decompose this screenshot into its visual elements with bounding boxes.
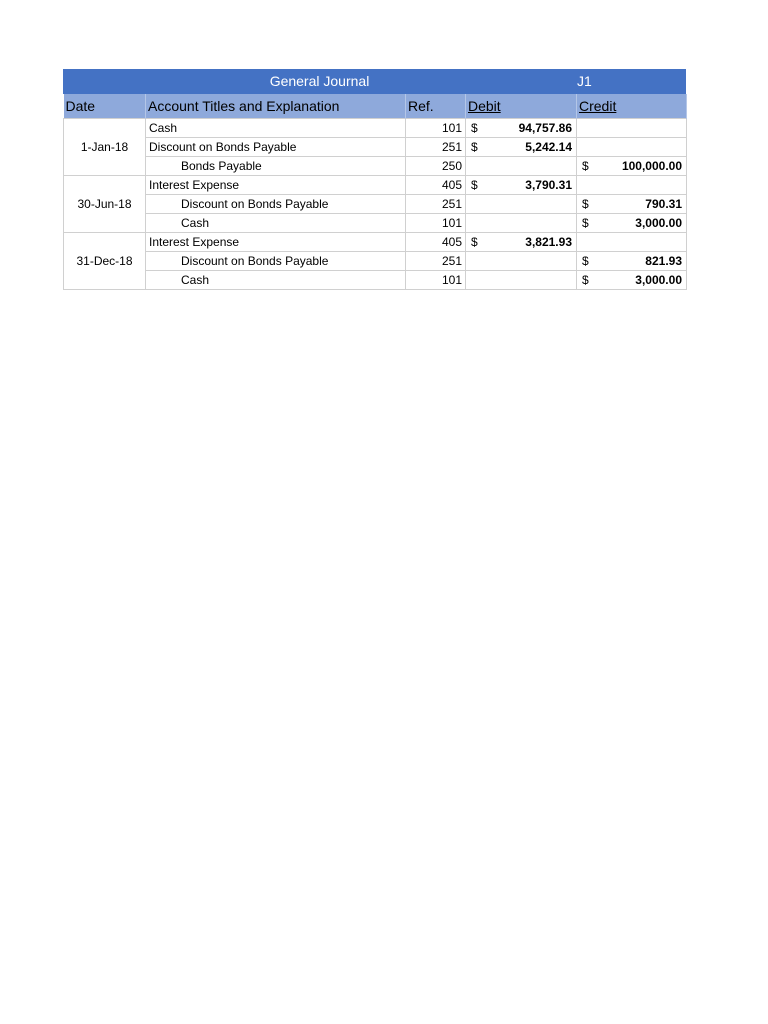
table-row xyxy=(64,157,687,176)
debit-cell xyxy=(466,157,577,176)
debit-cell xyxy=(466,233,577,252)
entry-date: 30-Jun-18 xyxy=(64,176,146,233)
post-ref: 405 xyxy=(406,233,466,252)
credit-cell xyxy=(577,271,687,290)
journal-title-bar xyxy=(63,69,686,94)
account-title: Cash xyxy=(146,214,406,233)
account-title: Discount on Bonds Payable xyxy=(146,195,406,214)
debit-amount: 5,242.14 xyxy=(525,140,572,154)
credit-amount: 100,000.00 xyxy=(621,159,682,173)
currency-symbol: $ xyxy=(582,197,589,211)
account-title: Interest Expense xyxy=(146,176,406,195)
debit-cell xyxy=(466,195,577,214)
debit-cell xyxy=(466,214,577,233)
account-title: Cash xyxy=(146,271,406,290)
debit-cell xyxy=(466,138,577,157)
entry-date: 1-Jan-18 xyxy=(64,119,146,176)
table-row xyxy=(64,271,687,290)
credit-cell xyxy=(577,233,687,252)
account-title: Discount on Bonds Payable xyxy=(146,252,406,271)
post-ref: 251 xyxy=(406,138,466,157)
currency-symbol: $ xyxy=(582,159,589,173)
general-journal xyxy=(63,69,686,290)
credit-amount: 3,000.00 xyxy=(635,273,682,287)
header-debit: Debit xyxy=(466,94,577,119)
currency-symbol: $ xyxy=(471,235,478,249)
table-row xyxy=(64,138,687,157)
post-ref: 251 xyxy=(406,252,466,271)
credit-cell xyxy=(577,119,687,138)
credit-cell xyxy=(577,176,687,195)
table-row xyxy=(64,176,687,195)
post-ref: 101 xyxy=(406,119,466,138)
table-row xyxy=(64,195,687,214)
credit-amount: 821.93 xyxy=(645,254,682,268)
debit-cell xyxy=(466,271,577,290)
header-row xyxy=(64,94,687,119)
journal-body xyxy=(64,119,687,290)
currency-symbol: $ xyxy=(471,121,478,135)
post-ref: 405 xyxy=(406,176,466,195)
account-title: Interest Expense xyxy=(146,233,406,252)
currency-symbol: $ xyxy=(582,273,589,287)
journal-table xyxy=(63,94,687,290)
credit-amount: 3,000.00 xyxy=(635,216,682,230)
entry-date: 31-Dec-18 xyxy=(64,233,146,290)
debit-amount: 3,821.93 xyxy=(525,235,572,249)
credit-cell xyxy=(577,214,687,233)
credit-cell xyxy=(577,195,687,214)
debit-cell xyxy=(466,252,577,271)
post-ref: 101 xyxy=(406,271,466,290)
currency-symbol: $ xyxy=(471,178,478,192)
debit-cell xyxy=(466,176,577,195)
account-title: Bonds Payable xyxy=(146,157,406,176)
debit-cell xyxy=(466,119,577,138)
post-ref: 251 xyxy=(406,195,466,214)
credit-amount: 790.31 xyxy=(645,197,682,211)
currency-symbol: $ xyxy=(471,140,478,154)
table-row xyxy=(64,252,687,271)
header-ref: Ref. xyxy=(406,94,466,119)
header-account: Account Titles and Explanation xyxy=(146,94,406,119)
debit-amount: 3,790.31 xyxy=(525,178,572,192)
credit-cell xyxy=(577,157,687,176)
table-row xyxy=(64,214,687,233)
credit-cell xyxy=(577,138,687,157)
header-credit: Credit xyxy=(577,94,687,119)
account-title: Cash xyxy=(146,119,406,138)
table-row xyxy=(64,119,687,138)
currency-symbol: $ xyxy=(582,216,589,230)
post-ref: 250 xyxy=(406,157,466,176)
journal-page-ref: J1 xyxy=(577,73,592,89)
header-date: Date xyxy=(64,94,146,119)
credit-cell xyxy=(577,252,687,271)
debit-amount: 94,757.86 xyxy=(518,121,572,135)
table-row xyxy=(64,233,687,252)
post-ref: 101 xyxy=(406,214,466,233)
account-title: Discount on Bonds Payable xyxy=(146,138,406,157)
journal-title: General Journal xyxy=(269,73,370,89)
currency-symbol: $ xyxy=(582,254,589,268)
